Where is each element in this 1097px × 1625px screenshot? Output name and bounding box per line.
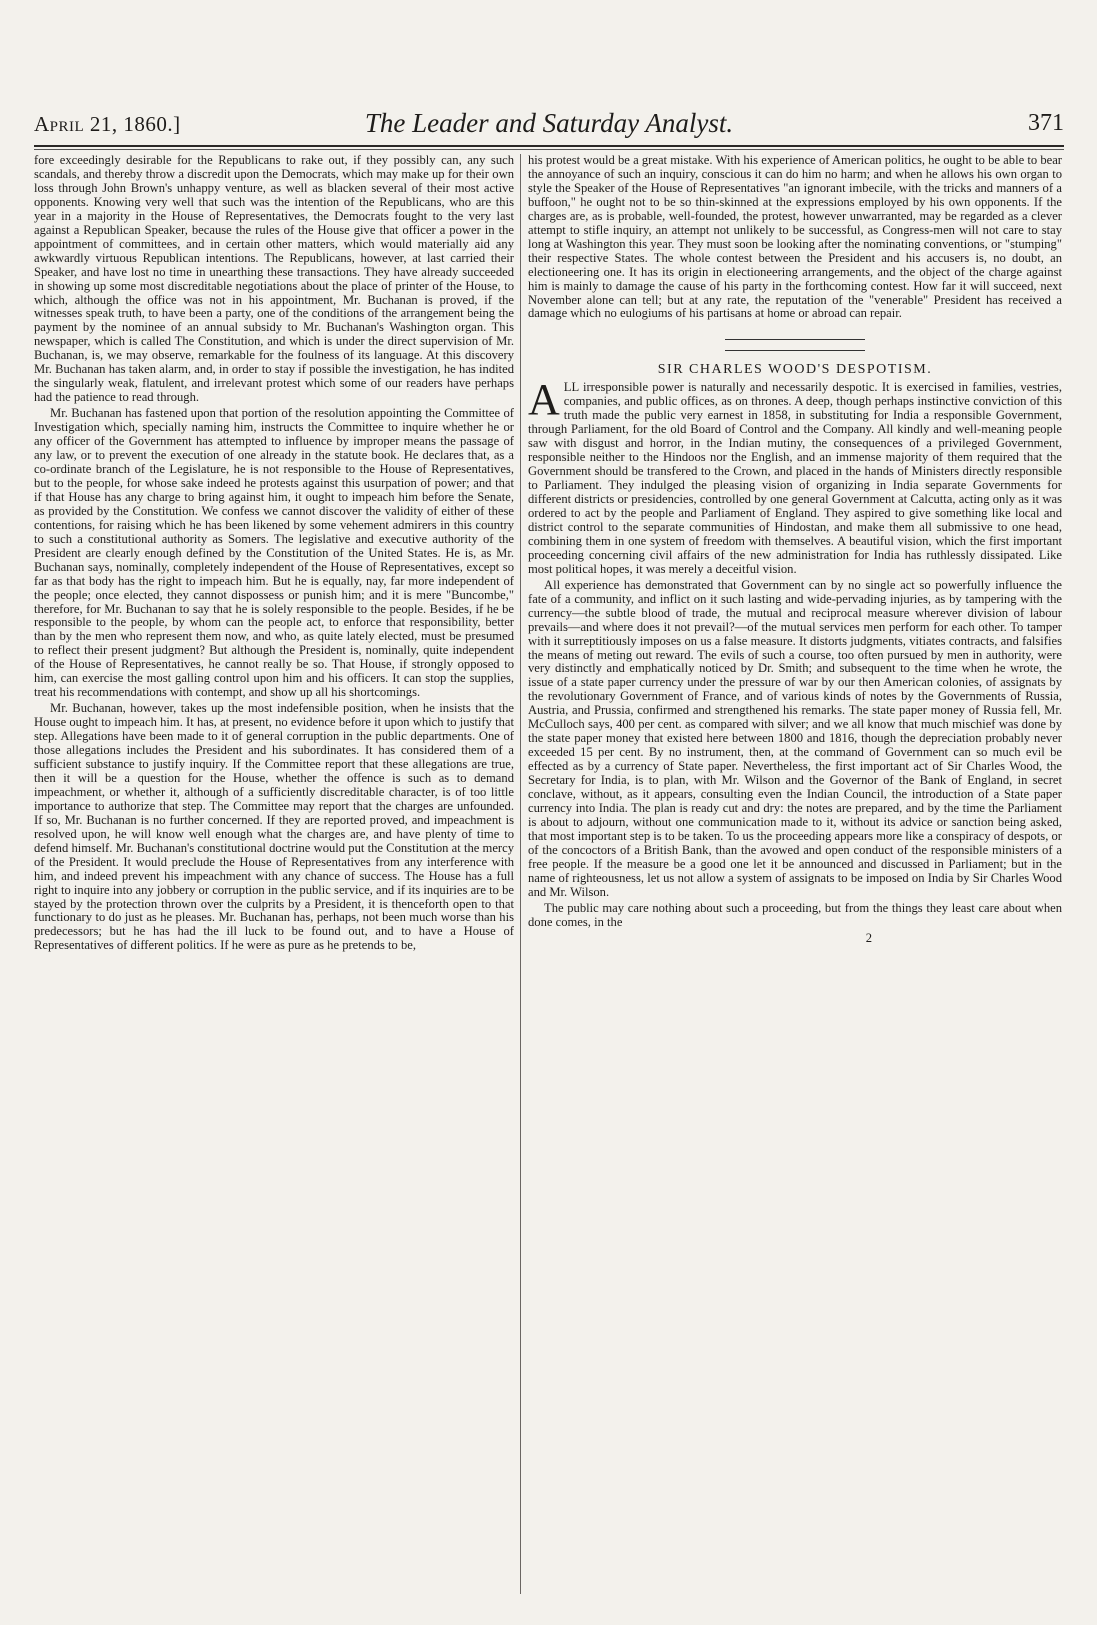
issue-date: April 21, 1860.] (34, 112, 181, 136)
header-rule (34, 145, 1064, 147)
section-separator-second (725, 350, 865, 351)
article-title: SIR CHARLES WOOD'S DESPOTISM. (657, 362, 933, 378)
article-paragraph: The public may care nothing about such a proceeding, but from the things they least care about when done comes, in the (528, 900, 1062, 929)
continuation-paragraph: his protest would be a great mistake. With his experience of American politics, he ought to be able to bear the annoyance of such an inquiry, conscious it can do him no harm; and when he allows his own organ to style the Speaker of the House of Representatives "an ignorant imbecile, with the tricks and manners of a buffoon," he ought not to be so thin-skinned at the expressions employed by his own opponents. If the charges are, as is probable, well-founded, the protest, however unwarranted, may be regarded as a clever attempt to stifle inquiry, an attempt not unlikely to be successful, as Congress-men will not care to stay long at Washington this year. They must soon be looking after the nominating conventions, or "stumping" their respective States. The whole contest between the President and his accusers is, no doubt, an electioneering one. It has its origin in electioneering arrangements, and the object of the charge against him is mainly to damage the cause of his party in the forthcoming contest. How far it will succeed, next November alone can tell; but at any rate, the reputation of the "venerable" President has received a damage which no eulogiums of his partisans at home or abroad can repair. (528, 154, 1062, 321)
column-divider (520, 154, 521, 1594)
article-lead-paragraph (528, 375, 1062, 576)
header-rule-thin (34, 149, 1064, 150)
right-column (528, 154, 1062, 1594)
lead-paragraph-text: LL irresponsible power is naturally and necessarily despotic. It is exercised in families, vestries, companies, and public offices, as on thrones. A deep, though perhaps instinctive conviction of this truth made the public very earnest in 1858, in substituting for India a responsible Government, through Parliament, for the old Board of Control and the Company. All kindly and well-meaning people saw with disgust and horror, in the Indian mutiny, the consequences of a privileged Government, responsible neither to the Hindoos nor the English, and an immense majority of them required that the Government should be transfered to the Crown, and placed in the hands of Ministers directly responsible to Parliament. They indulged the pleasing vision of organizing in India separate Governments for different districts or presidencies, controlled by one general Government at Calcutta, acting only as it was ordered to act by the people and Parliament of England. They aspired to give something like local and district control to the separate communities of Hindostan, and make them all submissive to one head, combining them in one system of freedom with themselves. A beautiful vision, which the first important proceeding concerning civil affairs of the new administration for India has ruthlessly dissipated. Like most political hopes, it was merely a deceitful vision. (528, 380, 1062, 576)
section-separator (725, 339, 865, 340)
signature-mark: 2 (865, 930, 872, 945)
article-paragraph: Mr. Buchanan, however, takes up the most indefensible position, when he insists that the House ought to impeach him. It has, at present, no evidence before it upon which to justify that step. Allegations have been made to it of general corruption in the public departments. One of those allegations includes the President and his subordinates. It has considered them of a sufficient substance to justify inquiry. If the Committee report that these allegations are true, then it will be a question for the House, whether the offence is such as to demand impeachment, or whether it, although of a sufficiently discreditable character, is of too little importance to authorize that step. The Committee may report that the charges are unfounded. If so, Mr. Buchanan is no further concerned. If they are reported proved, and impeachment is resolved upon, he will know well enough what the charges are, and have plenty of time to defend himself. Mr. Buchanan's constitutional doctrine would put the Constitution at the mercy of the President. It would preclude the House of Representatives from any interference with him, and indeed prevent his impeachment with any chance of success. The House has a full right to inquire into any jobbery or corruption in the public service, and if its inquiries are to be stayed by the protection thrown over the culprits by a President, it is thenceforth open to that functionary to do just as he pleases. Mr. Buchanan has, perhaps, not been much worse than his predecessors; but he has had the ill luck to be found out, and to have a House of Representatives of different politics. If he were as pure as he pretends to be, (34, 701, 514, 953)
page-number: 371 (1028, 110, 1064, 136)
left-column (34, 154, 514, 1594)
page-header (34, 106, 1064, 140)
drop-cap: A (528, 375, 560, 425)
article-paragraph: fore exceedingly desirable for the Republicans to rake out, if they possibly can, any such scandals, and thereby throw a discredit upon the Democrats, which may make up for their own loss through John Brown's unhappy venture, as well as blacken several of their most active opponents. Knowing very well that such was the intention of the Republicans, who are this year in a majority in the House of Representatives, the Democrats fought to the very last against a Republican Speaker, because the rules of the House give that officer a power in the appointment of committees, and in certain other matters, which would materially aid any awkwardly virtuous Republican intentions. The Republicans, however, at last carried their Speaker, and have lost no time in unearthing these transactions. They have already succeeded in showing up some most discreditable negotiations about the place of printer of the House, to which, although the office was not in his appointment, Mr. Buchanan is proved, if the witnesses speak truth, to have been a party, one of the conditions of the arrangement being the payment by the nominee of an annual subsidy to Mr. Buchanan's Washington organ. This newspaper, which is called The Constitution, and which is under the direct supervision of Mr. Buchanan, is, we may observe, remarkable for the foulness of its language. At this discovery Mr. Buchanan has taken alarm, and, in order to stay if possible the investigation, he has indited the singularly weak, flatulent, and irrelevant protest which some of our readers have perhaps had the patience to read through. (34, 154, 514, 405)
publication-title: The Leader and Saturday Analyst. (364, 108, 734, 138)
article-paragraph: All experience has demonstrated that Government can by no single act so powerfully influence the fate of a community, and inflict on it such lasting and wide-pervading injuries, as by tampering with the currency—the subtle blood of trade, the mutual and reciprocal measure wherever division of labour prevails—and where does it not prevail?—of the mutual services men perform for each other. To tamper with it surreptitiously imposes on us a false measure. It distorts judgments, vitiates contracts, and falsifies the means of meting out reward. The evils of such a course, too often pursued by men in authority, were very distinctly and emphatically noticed by Dr. Smith; and subsequent to the time when he wrote, the issue of a state paper currency under the pressure of war by our then American colonies, of assignats by the revolutionary Government of France, and of various kinds of notes by the Governments of Russia, Austria, and Prussia, confirmed and strengthened his remarks. The state paper money of Russia fell, Mr. McCulloch says, 400 per cent. as compared with silver; and we all know that much mischief was done by the state paper money that existed here between 1800 and 1816, though the depreciation probably never exceeded 15 per cent. By no instrument, then, at the command of Government can so much evil be effected as by a currency of State paper. Nevertheless, the first important act of Sir Charles Wood, the Secretary for India, is to plan, with Mr. Wilson and the Governor of the Bank of England, in secret conclave, without, as it appears, consulting even the Indian Council, the introduction of a State paper currency into India. The plan is ready cut and dry: the notes are prepared, and by the time the Parliament is about to adjourn, without one communication made to it, without its advice or sanction being asked, that most important step is to be taken. To us the proceeding appears more like a conspiracy of despots, or of the concoctors of a British Bank, than the avowed and open conduct of the responsible ministers of a free people. If the measure be a good one let it be announced and discussed in Parliament; but in the name of righteousness, let us not allow a system of assignats to be imposed on India by Sir Charles Wood and Mr. Wilson. (528, 577, 1062, 899)
article-paragraph: Mr. Buchanan has fastened upon that portion of the resolution appointing the Committee of Investigation which, specially naming him, instructs the Committee to inquire whether he or any officer of the Government has attempted to influence by improper means the passage of any law, or to prevent the execution of one already in the statute book. He declares that, as a co-ordinate branch of the Legislature, he is not responsible to the House of Representatives, but to the people, for whose sake indeed he protests against this usurpation of power; and that if that House has any charge to bring against him, it ought to impeach him before the Senate, as provided by the Constitution. We confess we cannot discover the validity of either of these contentions, for raising which he has been likened by some vehement admirers in this country to such a constitutional authority as Somers. The legislative and executive authority of the President are clearly enough defined by the Constitution of the United States. He is, as Mr. Buchanan says, nominally, completely independent of the House of Representatives, except so far as that body has the right to impeach him. But he is equally, nay, far more independent of the people; once elected, they cannot dispossess or punish him; and it is mere "Buncombe," therefore, for Mr. Buchanan to say that he is solely responsible to the people. Besides, if he be responsible to the people, by whom can the people act, to enforce that responsibility, better than by the men who represent them now, and who, as quite lately elected, must be presumed to reflect their present judgment? But although the President is, nominally, quite independent of the House of Representatives, he cannot really be so. That House, if strongly opposed to him, can exercise the most galling control upon him and his officers. It can stop the supplies, treat his recommendations with contempt, and show up all his shortcomings. (34, 406, 514, 700)
